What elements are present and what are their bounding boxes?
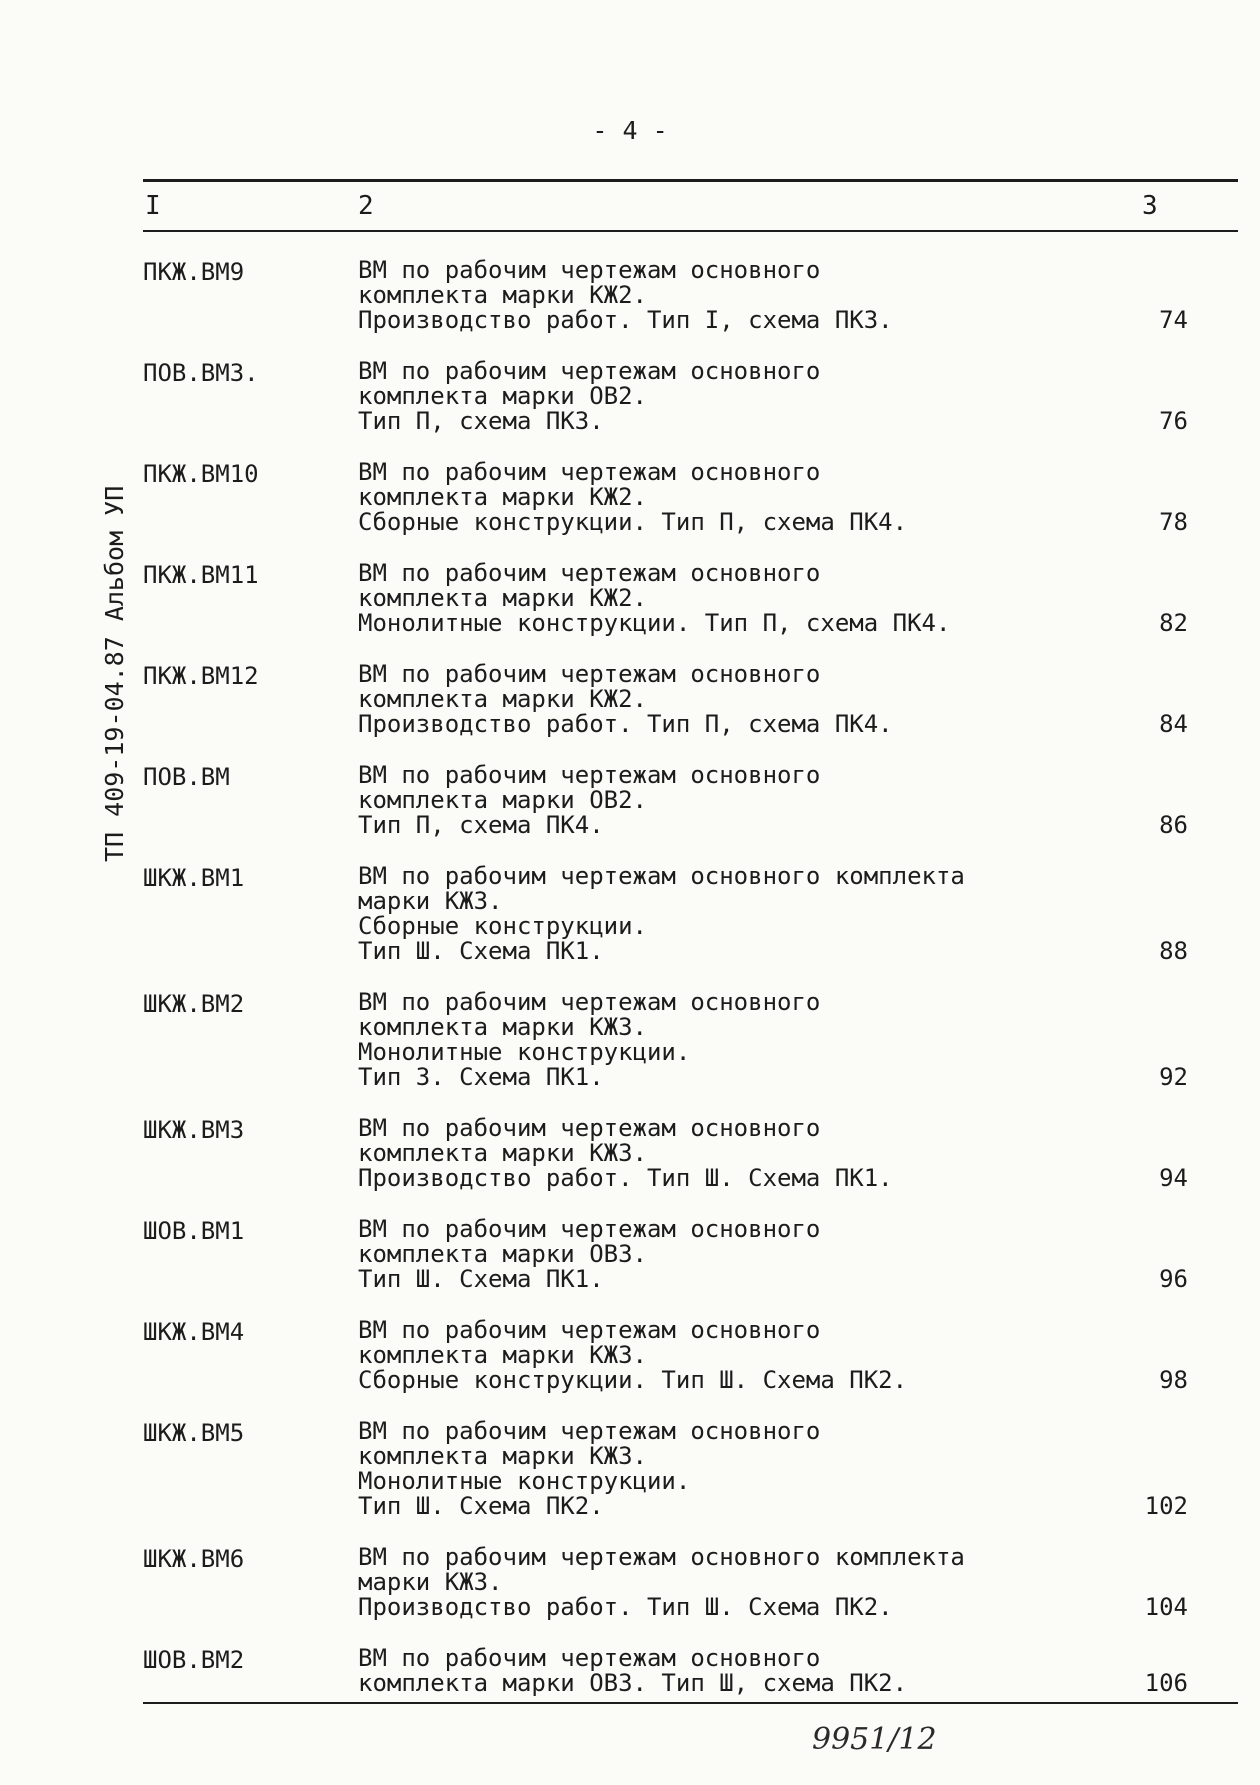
entry-description-line: Тип Ш. Схема ПК1. <box>358 937 604 965</box>
entry-description <box>358 1419 820 1519</box>
entry-page-number: 84 <box>1159 710 1188 738</box>
table-row <box>0 763 1260 864</box>
entry-description-line: Производство работ. Тип Ш. Схема ПК1. <box>358 1164 893 1192</box>
table-row <box>0 1646 1260 1722</box>
entry-description-line: ВМ по рабочим чертежам основного комплекта <box>358 862 965 890</box>
table-row <box>0 662 1260 763</box>
entry-description-line: ВМ по рабочим чертежам основного <box>358 761 821 789</box>
entry-description <box>358 1318 907 1393</box>
entry-code: ПКЖ.ВМ12 <box>143 662 259 690</box>
entry-code: ШОВ.ВМ2 <box>143 1646 245 1674</box>
entry-code: ПОВ.ВМ3. <box>143 359 259 387</box>
entry-description <box>358 359 820 434</box>
table-header-rule <box>143 230 1238 232</box>
entry-description-line: Сборные конструкции. Тип Ш. Схема ПК2. <box>358 1366 908 1394</box>
entry-code: ШКЖ.ВМ2 <box>143 990 245 1018</box>
entry-description-line: марки КЖ3. <box>358 1568 503 1596</box>
entry-description-line: Монолитные конструкции. <box>358 1038 691 1066</box>
table-bottom-rule <box>143 1702 1238 1704</box>
entry-page-number: 88 <box>1159 937 1188 965</box>
entry-code: ШКЖ.ВМ5 <box>143 1419 245 1447</box>
entry-description <box>358 1545 965 1620</box>
side-album-label: ТП 409-19-04.87 Альбом УП <box>100 485 129 862</box>
entry-description-line: ВМ по рабочим чертежам основного комплекта <box>358 1543 965 1571</box>
entry-description-line: ВМ по рабочим чертежам основного <box>358 357 821 385</box>
entry-description-line: ВМ по рабочим чертежам основного <box>358 1114 821 1142</box>
table-row <box>0 1217 1260 1318</box>
entry-code: ПКЖ.ВМ10 <box>143 460 259 488</box>
entry-code: ШКЖ.ВМ4 <box>143 1318 245 1346</box>
entry-description-line: Тип Ш. Схема ПК2. <box>358 1492 604 1520</box>
entry-page-number: 86 <box>1159 811 1188 839</box>
document-entries <box>0 258 1260 1722</box>
entry-description-line: комплекта марки ОВ2. <box>358 382 647 410</box>
entry-page-number: 104 <box>1144 1593 1188 1621</box>
entry-page-number: 82 <box>1159 609 1188 637</box>
entry-description <box>358 561 950 636</box>
entry-description-line: комплекта марки КЖ2. <box>358 281 647 309</box>
entry-description <box>358 763 820 838</box>
entry-description-line: ВМ по рабочим чертежам основного <box>358 458 821 486</box>
entry-description-line: ВМ по рабочим чертежам основного <box>358 988 821 1016</box>
table-row <box>0 1318 1260 1419</box>
entry-description-line: комплекта марки ОВ2. <box>358 786 647 814</box>
entry-description-line: Тип П, схема ПК4. <box>358 811 604 839</box>
entry-code: ШОВ.ВМ1 <box>143 1217 245 1245</box>
entry-page-number: 102 <box>1144 1492 1188 1520</box>
entry-description-line: комплекта марки КЖ2. <box>358 685 647 713</box>
entry-description <box>358 258 893 333</box>
entry-code: ПОВ.ВМ <box>143 763 230 791</box>
entry-description-line: комплекта марки КЖ3. <box>358 1013 647 1041</box>
column-header-1: I <box>145 191 161 221</box>
table-row <box>0 561 1260 662</box>
entry-description <box>358 662 893 737</box>
entry-description-line: Тип Ш. Схема ПК1. <box>358 1265 604 1293</box>
table-row <box>0 1419 1260 1545</box>
entry-description-line: Тип П, схема ПК3. <box>358 407 604 435</box>
entry-description-line: ВМ по рабочим чертежам основного <box>358 660 821 688</box>
entry-description-line: ВМ по рабочим чертежам основного <box>358 1316 821 1344</box>
table-row <box>0 359 1260 460</box>
entry-code: ШКЖ.ВМ3 <box>143 1116 245 1144</box>
entry-page-number: 78 <box>1159 508 1188 536</box>
entry-description-line: Монолитные конструкции. Тип П, схема ПК4. <box>358 609 951 637</box>
entry-description-line: Сборные конструкции. Тип П, схема ПК4. <box>358 508 908 536</box>
entry-description-line: Производство работ. Тип П, схема ПК4. <box>358 710 893 738</box>
entry-page-number: 96 <box>1159 1265 1188 1293</box>
entry-page-number: 74 <box>1159 306 1188 334</box>
entry-description-line: комплекта марки КЖ3. <box>358 1341 647 1369</box>
table-row <box>0 460 1260 561</box>
entry-description-line: ВМ по рабочим чертежам основного <box>358 559 821 587</box>
entry-description-line: Сборные конструкции. <box>358 912 647 940</box>
entry-description-line: комплекта марки ОВ3. Тип Ш, схема ПК2. <box>358 1669 908 1697</box>
entry-description <box>358 460 907 535</box>
entry-description-line: комплекта марки КЖ2. <box>358 483 647 511</box>
entry-description <box>358 990 820 1090</box>
entry-description <box>358 1116 893 1191</box>
entry-page-number: 98 <box>1159 1366 1188 1394</box>
entry-page-number: 92 <box>1159 1063 1188 1091</box>
entry-description-line: комплекта марки КЖ3. <box>358 1442 647 1470</box>
entry-description-line: Производство работ. Тип I, схема ПК3. <box>358 306 893 334</box>
handwritten-signature: 9951/12 <box>812 1722 937 1757</box>
entry-page-number: 106 <box>1144 1669 1188 1697</box>
entry-description-line: комплекта марки КЖ2. <box>358 584 647 612</box>
table-row <box>0 258 1260 359</box>
table-row <box>0 1116 1260 1217</box>
page-number: - 4 - <box>592 116 668 145</box>
entry-description <box>358 1646 907 1696</box>
entry-description-line: ВМ по рабочим чертежам основного <box>358 1215 821 1243</box>
entry-description <box>358 1217 820 1292</box>
column-header-2: 2 <box>358 191 374 221</box>
entry-code: ШКЖ.ВМ6 <box>143 1545 245 1573</box>
entry-code: ШКЖ.ВМ1 <box>143 864 245 892</box>
table-row <box>0 864 1260 990</box>
entry-description-line: комплекта марки ОВ3. <box>358 1240 647 1268</box>
entry-description-line: марки КЖ3. <box>358 887 503 915</box>
entry-page-number: 76 <box>1159 407 1188 435</box>
entry-description-line: ВМ по рабочим чертежам основного <box>358 256 821 284</box>
entry-page-number: 94 <box>1159 1164 1188 1192</box>
column-header-3: 3 <box>1142 191 1158 221</box>
entry-code: ПКЖ.ВМ11 <box>143 561 259 589</box>
entry-description-line: ВМ по рабочим чертежам основного <box>358 1644 821 1672</box>
entry-description-line: Тип 3. Схема ПК1. <box>358 1063 604 1091</box>
entry-code: ПКЖ.ВМ9 <box>143 258 245 286</box>
entry-description-line: комплекта марки КЖ3. <box>358 1139 647 1167</box>
entry-description-line: Производство работ. Тип Ш. Схема ПК2. <box>358 1593 893 1621</box>
table-row <box>0 1545 1260 1646</box>
table-top-rule <box>143 179 1238 182</box>
entry-description <box>358 864 965 964</box>
entry-description-line: ВМ по рабочим чертежам основного <box>358 1417 821 1445</box>
entry-description-line: Монолитные конструкции. <box>358 1467 691 1495</box>
table-row <box>0 990 1260 1116</box>
